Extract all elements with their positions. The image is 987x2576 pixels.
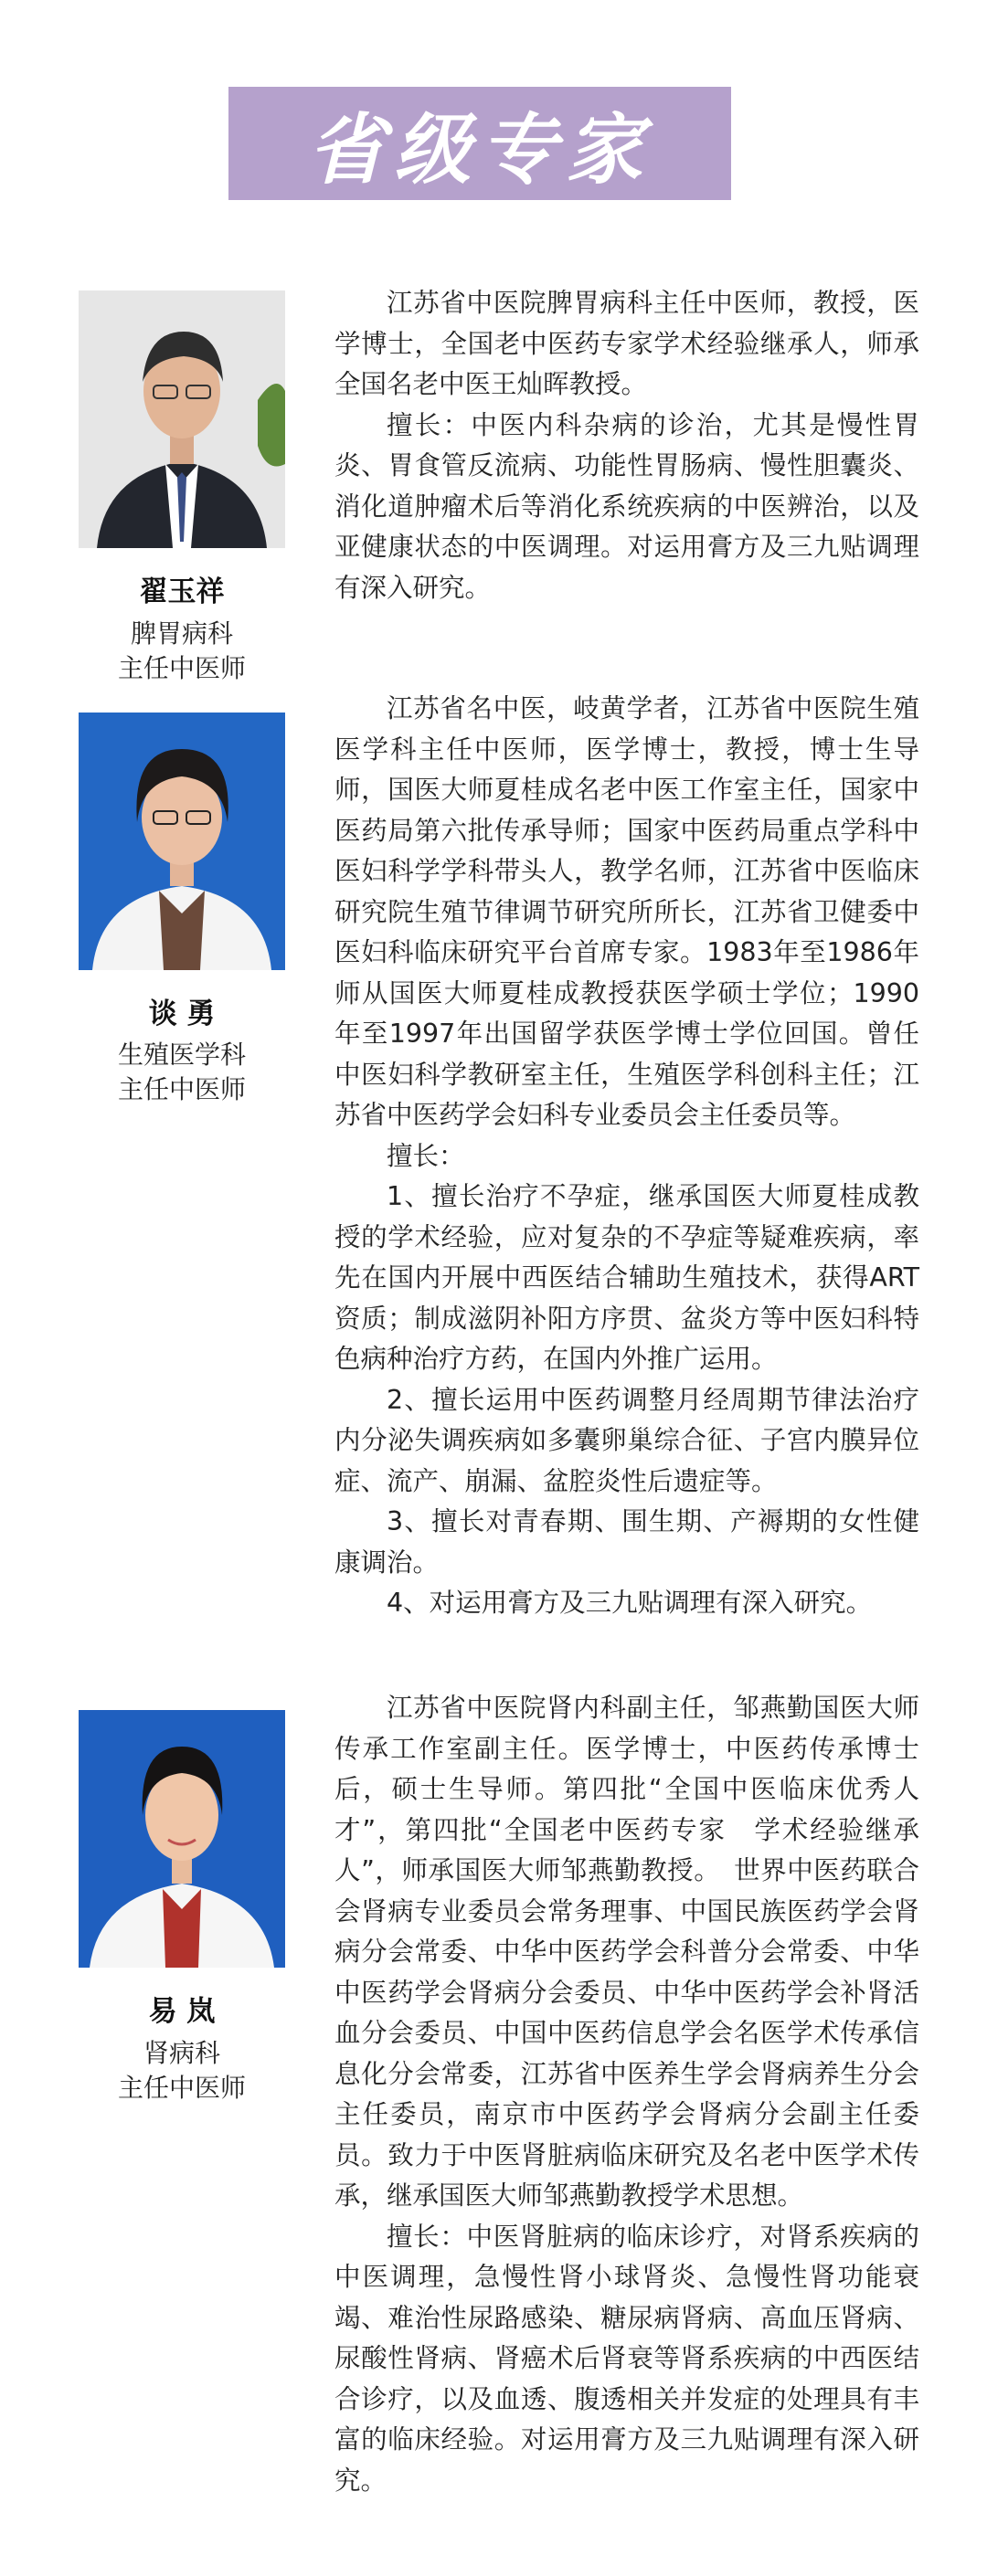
expert-name: 翟玉祥 [139, 575, 225, 608]
expert-name: 易 岚 [148, 1995, 216, 2028]
bio-paragraph: 擅长： [387, 1140, 465, 1171]
bio-paragraph: 1、擅长治疗不孕症，继承国医大师夏桂成教授的学术经验，应对复杂的不孕症等疑难疾病，率先在国内开展中西医结合辅助生殖技术，获得ART资质；制成滋阴补阳方序贯、盆炎方等中医妇科特色病种治疗方药，在国内外推广运用。 [334, 1181, 919, 1374]
expert-dept: 脾胃病科 [130, 618, 233, 649]
expert-bio [334, 283, 919, 608]
bio-paragraph: 擅长：中医内科杂病的诊治，尤其是慢性胃炎、胃食管反流病、功能性胃肠病、慢性胆囊炎、消化道肿瘤术后等消化系统疾病的中医辨治，以及亚健康状态的中医调理。对运用膏方及三九贴调理有深入研究。 [334, 409, 919, 603]
expert-dept: 生殖医学科 [117, 1040, 246, 1070]
header-banner [228, 87, 731, 200]
expert-photo [79, 1710, 285, 1968]
bio-paragraph: 擅长：中医肾脏病的临床诊疗，对肾系疾病的中医调理，急慢性肾小球肾炎、急慢性肾功能衰竭、难治性尿路感染、糖尿病肾病、高血压肾病、尿酸性肾病、肾癌术后肾衰等肾系疾病的中西医结合诊疗，以及血透、腹透相关并发症的处理具有丰富的临床经验。对运用膏方及三九贴调理有深入研究。 [334, 2221, 919, 2496]
page-title: 省级专家 [307, 104, 652, 195]
expert-title: 主任中医师 [117, 2073, 246, 2103]
expert-title: 主任中医师 [117, 1074, 246, 1104]
bio-paragraph: 江苏省中医院肾内科副主任，邹燕勤国医大师传承工作室副主任。医学博士，中医药传承博士后，硕士生导师。第四批“全国中医临床优秀人才”，第四批“全国老中医药专家 学术经验继承人”，师承国医大师邹燕勤教授。 世界中医药联合会肾病专业委员会常务理事、中国民族医药学会肾病分会常委、中华中医药学会科普分会常委、中华中医药学会肾病分会委员、中华中医药学会补肾活血分会委员、中国中医药信息学会名医学术传承信息化分会常委，江苏省中医养生学会肾病养生分会主任委员，南京市中医药学会肾病分会副主任委员。致力于中医肾脏病临床研究及名老中医学术传承，继承国医大师邹燕勤教授学术思想。 [334, 1693, 919, 2211]
bio-paragraph: 江苏省名中医，岐黄学者，江苏省中医院生殖医学科主任中医师，医学博士，教授，博士生导师，国医大师夏桂成名老中医工作室主任，国家中医药局第六批传承导师；国家中医药局重点学科中医妇科学学科带头人，教学名师，江苏省中医临床研究院生殖节律调节研究所所长，江苏省卫健委中医妇科临床研究平台首席专家。1983年至1986年师从国医大师夏桂成教授获医学硕士学位；1990年至1997年出国留学获医学博士学位回国。曾任中医妇科学教研室主任，生殖医学科创科主任；江苏省中医药学会妇科专业委员会主任委员等。 [334, 693, 919, 1130]
bio-paragraph: 2、擅长运用中医药调整月经周期节律法治疗内分泌失调疾病如多囊卵巢综合征、子宫内膜异位症、流产、崩漏、盆腔炎性后遗症等。 [334, 1384, 919, 1496]
expert-dept: 肾病科 [143, 2038, 220, 2068]
expert-title: 主任中医师 [117, 653, 246, 683]
expert-photo [79, 713, 285, 970]
expert-bio [334, 689, 919, 1624]
bio-paragraph: 3、擅长对青春期、围生期、产褥期的女性健康调治。 [334, 1506, 919, 1578]
expert-bio [334, 1688, 919, 2501]
expert-photo [79, 290, 285, 548]
expert-name: 谈 勇 [148, 998, 216, 1030]
bio-paragraph: 4、对运用膏方及三九贴调理有深入研究。 [387, 1588, 873, 1618]
bio-paragraph: 江苏省中医院脾胃病科主任中医师，教授，医学博士，全国老中医药专家学术经验继承人，师承全国名老中医王灿晖教授。 [334, 288, 919, 399]
